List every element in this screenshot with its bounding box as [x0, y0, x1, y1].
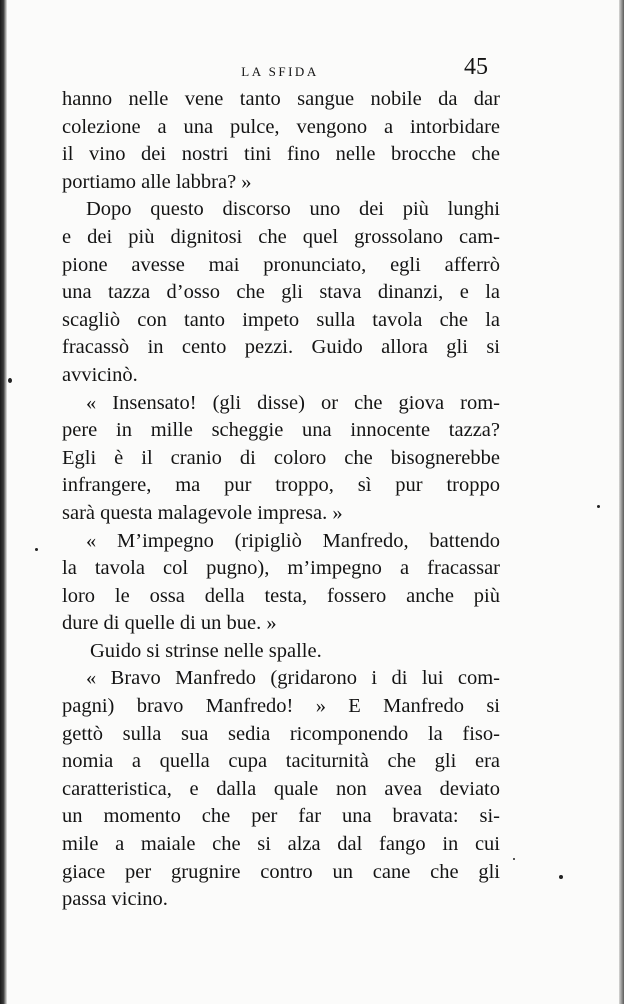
text-line: portiamo alle labbra? » [62, 170, 252, 193]
text-line: loro le ossa della testa, fossero anche più [62, 584, 500, 607]
text-line: colezione a una pulce, vengono a intorbidare [62, 115, 500, 138]
text-line: e dei più dignitosi che quel grossolano cam- [62, 225, 500, 248]
text-line: nomia a quella cupa taciturnità che gli era [62, 750, 500, 773]
ink-speck [597, 505, 600, 508]
text-line: « M’impegno (ripigliò Manfredo, battendo [86, 529, 500, 552]
text-line: Egli è il cranio di coloro che bisognerebbe [62, 446, 500, 469]
text-line: un momento che per far una bravata: si- [62, 805, 500, 828]
text-line: una tazza d’osso che gli stava dinanzi, e la [62, 281, 500, 304]
text-line: sarà questa malagevole impresa. » [62, 501, 343, 524]
text-line: mile a maiale che si alza dal fango in cui [62, 833, 500, 856]
ink-speck [559, 875, 563, 879]
text-line: passa vicino. [62, 888, 168, 911]
text-line: pere in mille scheggie una innocente tazza? [62, 419, 500, 442]
text-line: infrangere, ma pur troppo, sì pur troppo [62, 474, 500, 497]
page-binding-shadow [0, 0, 7, 1004]
page-header [60, 54, 500, 88]
text-line: scagliò con tanto impeto sulla tavola che la [62, 308, 500, 331]
body-text [62, 86, 500, 914]
text-line: caratteristica, e dalla quale non avea deviato [62, 777, 500, 800]
text-line: la tavola col pugno), m’impegno a fracassar [62, 557, 500, 580]
text-line: « Insensato! (gli disse) or che giova rom- [86, 391, 500, 414]
text-line: pione avesse mai pronunciato, egli afferrò [62, 253, 500, 276]
text-line: Guido si strinse nelle spalle. [90, 639, 322, 662]
page-edge-shadow [619, 0, 624, 1004]
page-number: 45 [464, 54, 488, 80]
text-line: giace per grugnire contro un cane che gli [62, 860, 500, 883]
text-line: fracassò in cento pezzi. Guido allora gli si [62, 336, 500, 359]
text-line: avvicinò. [62, 363, 138, 386]
text-line: hanno nelle vene tanto sangue nobile da dar [62, 88, 500, 110]
running-title: LA SFIDA [241, 64, 319, 79]
text-line: pagni) bravo Manfredo! » E Manfredo si [62, 695, 500, 718]
text-line: gettò sulla sua sedia ricomponendo la fiso- [62, 722, 500, 745]
ink-speck [513, 858, 515, 860]
text-line: dure di quelle di un bue. » [62, 612, 277, 635]
ink-speck [8, 378, 12, 383]
text-line: Dopo questo discorso uno dei più lunghi [86, 198, 500, 221]
text-line: il vino dei nostri tini fino nelle brocche che [62, 143, 500, 166]
text-line: « Bravo Manfredo (gridarono i di lui com- [86, 667, 500, 690]
ink-speck [35, 548, 38, 551]
